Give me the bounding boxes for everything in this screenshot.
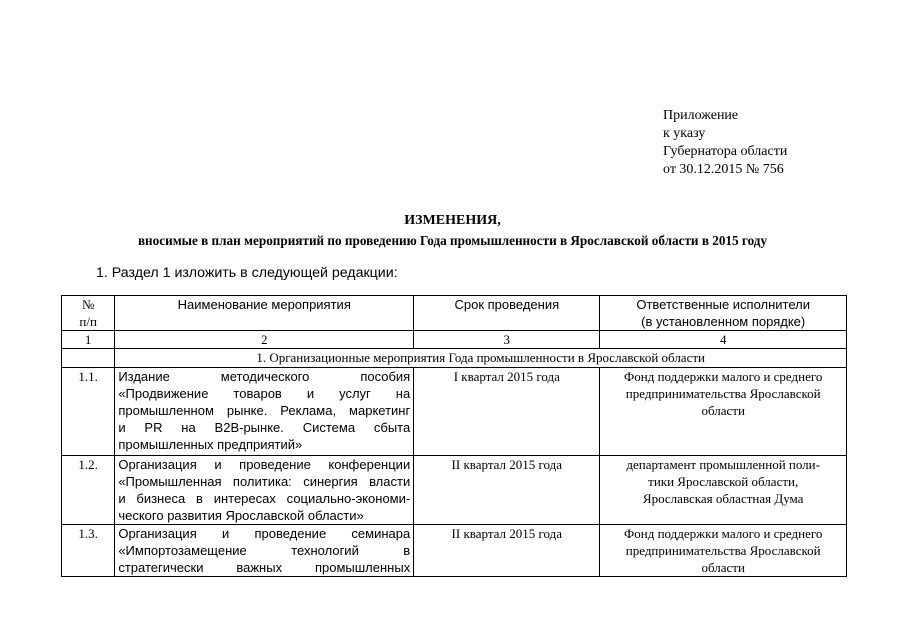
responsible-line: предпринимательства Ярославской bbox=[625, 386, 821, 401]
responsible-line: департамент промышленной поли- bbox=[626, 457, 820, 472]
responsible-line: области bbox=[701, 560, 745, 575]
event-name-line: и PR на B2B-рынке. Система сбыта bbox=[118, 420, 411, 435]
header-responsible-line1: Ответственные исполнители bbox=[636, 297, 811, 312]
column-number: 4 bbox=[600, 331, 847, 349]
responsible-line: тики Ярославской области, bbox=[648, 474, 799, 489]
column-number: 3 bbox=[414, 331, 600, 349]
document-title: ИЗМЕНЕНИЯ, bbox=[404, 213, 501, 228]
event-name-line: промышленных предприятий» bbox=[118, 437, 303, 452]
section-title: 1. Организационные мероприятия Года промышленности в Ярославской области bbox=[115, 349, 847, 368]
responsible-line: Фонд поддержки малого и среднего bbox=[624, 369, 823, 384]
header-responsible-cell bbox=[600, 296, 847, 331]
event-name-line: и бизнеса в интересах социально-экономи- bbox=[118, 491, 411, 506]
row-number: 1.1. bbox=[62, 368, 115, 456]
event-name-line: Издание методического пособия bbox=[118, 369, 411, 384]
document-subtitle: вносимые в план мероприятий по проведению Года промышленности в Ярославской области в 2015 году bbox=[137, 233, 768, 248]
table-row bbox=[62, 456, 847, 525]
responsible-line: Фонд поддержки малого и среднего bbox=[624, 526, 823, 541]
header-event-name: Наименование мероприятия bbox=[115, 296, 414, 331]
column-number: 1 bbox=[62, 331, 115, 349]
column-number: 2 bbox=[115, 331, 414, 349]
section-empty-cell bbox=[62, 349, 115, 368]
event-name-line: Организация и проведение семинара bbox=[118, 526, 411, 541]
header-number-line2: п/п bbox=[79, 314, 97, 329]
events-table bbox=[61, 295, 847, 577]
responsible-line: предпринимательства Ярославской bbox=[625, 543, 821, 558]
appendix-block bbox=[663, 107, 787, 179]
row-number: 1.3. bbox=[62, 525, 115, 577]
event-name-line: промышленном рынке. Реклама, маркетинг bbox=[118, 403, 411, 418]
responsible-cell bbox=[600, 368, 847, 456]
responsible-line: Ярославская областная Дума bbox=[642, 491, 804, 506]
section-row bbox=[62, 349, 847, 368]
table-header-row bbox=[62, 296, 847, 331]
event-name-cell bbox=[115, 456, 414, 525]
column-numbers-row bbox=[62, 331, 847, 349]
event-term: I квартал 2015 года bbox=[414, 368, 600, 456]
appendix-line-1: Приложение bbox=[663, 108, 739, 123]
event-name-line: «Продвижение товаров и услуг на bbox=[118, 386, 411, 401]
event-name-cell bbox=[115, 525, 414, 577]
appendix-line-2: к указу bbox=[663, 126, 706, 141]
event-name-line: Организация и проведение конференции bbox=[118, 457, 411, 472]
header-number-line1: № bbox=[81, 297, 95, 312]
responsible-cell bbox=[600, 525, 847, 577]
responsible-cell bbox=[600, 456, 847, 525]
header-number-cell bbox=[62, 296, 115, 331]
table-row bbox=[62, 368, 847, 456]
event-name-line: «Промышленная политика: синергия власти bbox=[118, 474, 411, 489]
event-name-line: стратегически важных промышленных bbox=[118, 560, 411, 575]
document-heading bbox=[0, 212, 905, 249]
row-number: 1.2. bbox=[62, 456, 115, 525]
intro-paragraph: 1. Раздел 1 изложить в следующей редакции: bbox=[96, 265, 398, 281]
appendix-line-3: Губернатора области bbox=[663, 144, 788, 159]
header-term: Срок проведения bbox=[414, 296, 600, 331]
event-term: II квартал 2015 года bbox=[414, 525, 600, 577]
event-name-cell bbox=[115, 368, 414, 456]
event-name-line: «Импортозамещение технологий в bbox=[118, 543, 411, 558]
event-term: II квартал 2015 года bbox=[414, 456, 600, 525]
table-row bbox=[62, 525, 847, 577]
header-responsible-line2: (в установленном порядке) bbox=[641, 314, 806, 329]
event-name-line: ческого развития Ярославской области» bbox=[118, 508, 364, 523]
responsible-line: области bbox=[701, 403, 745, 418]
appendix-line-4: от 30.12.2015 № 756 bbox=[663, 162, 784, 177]
